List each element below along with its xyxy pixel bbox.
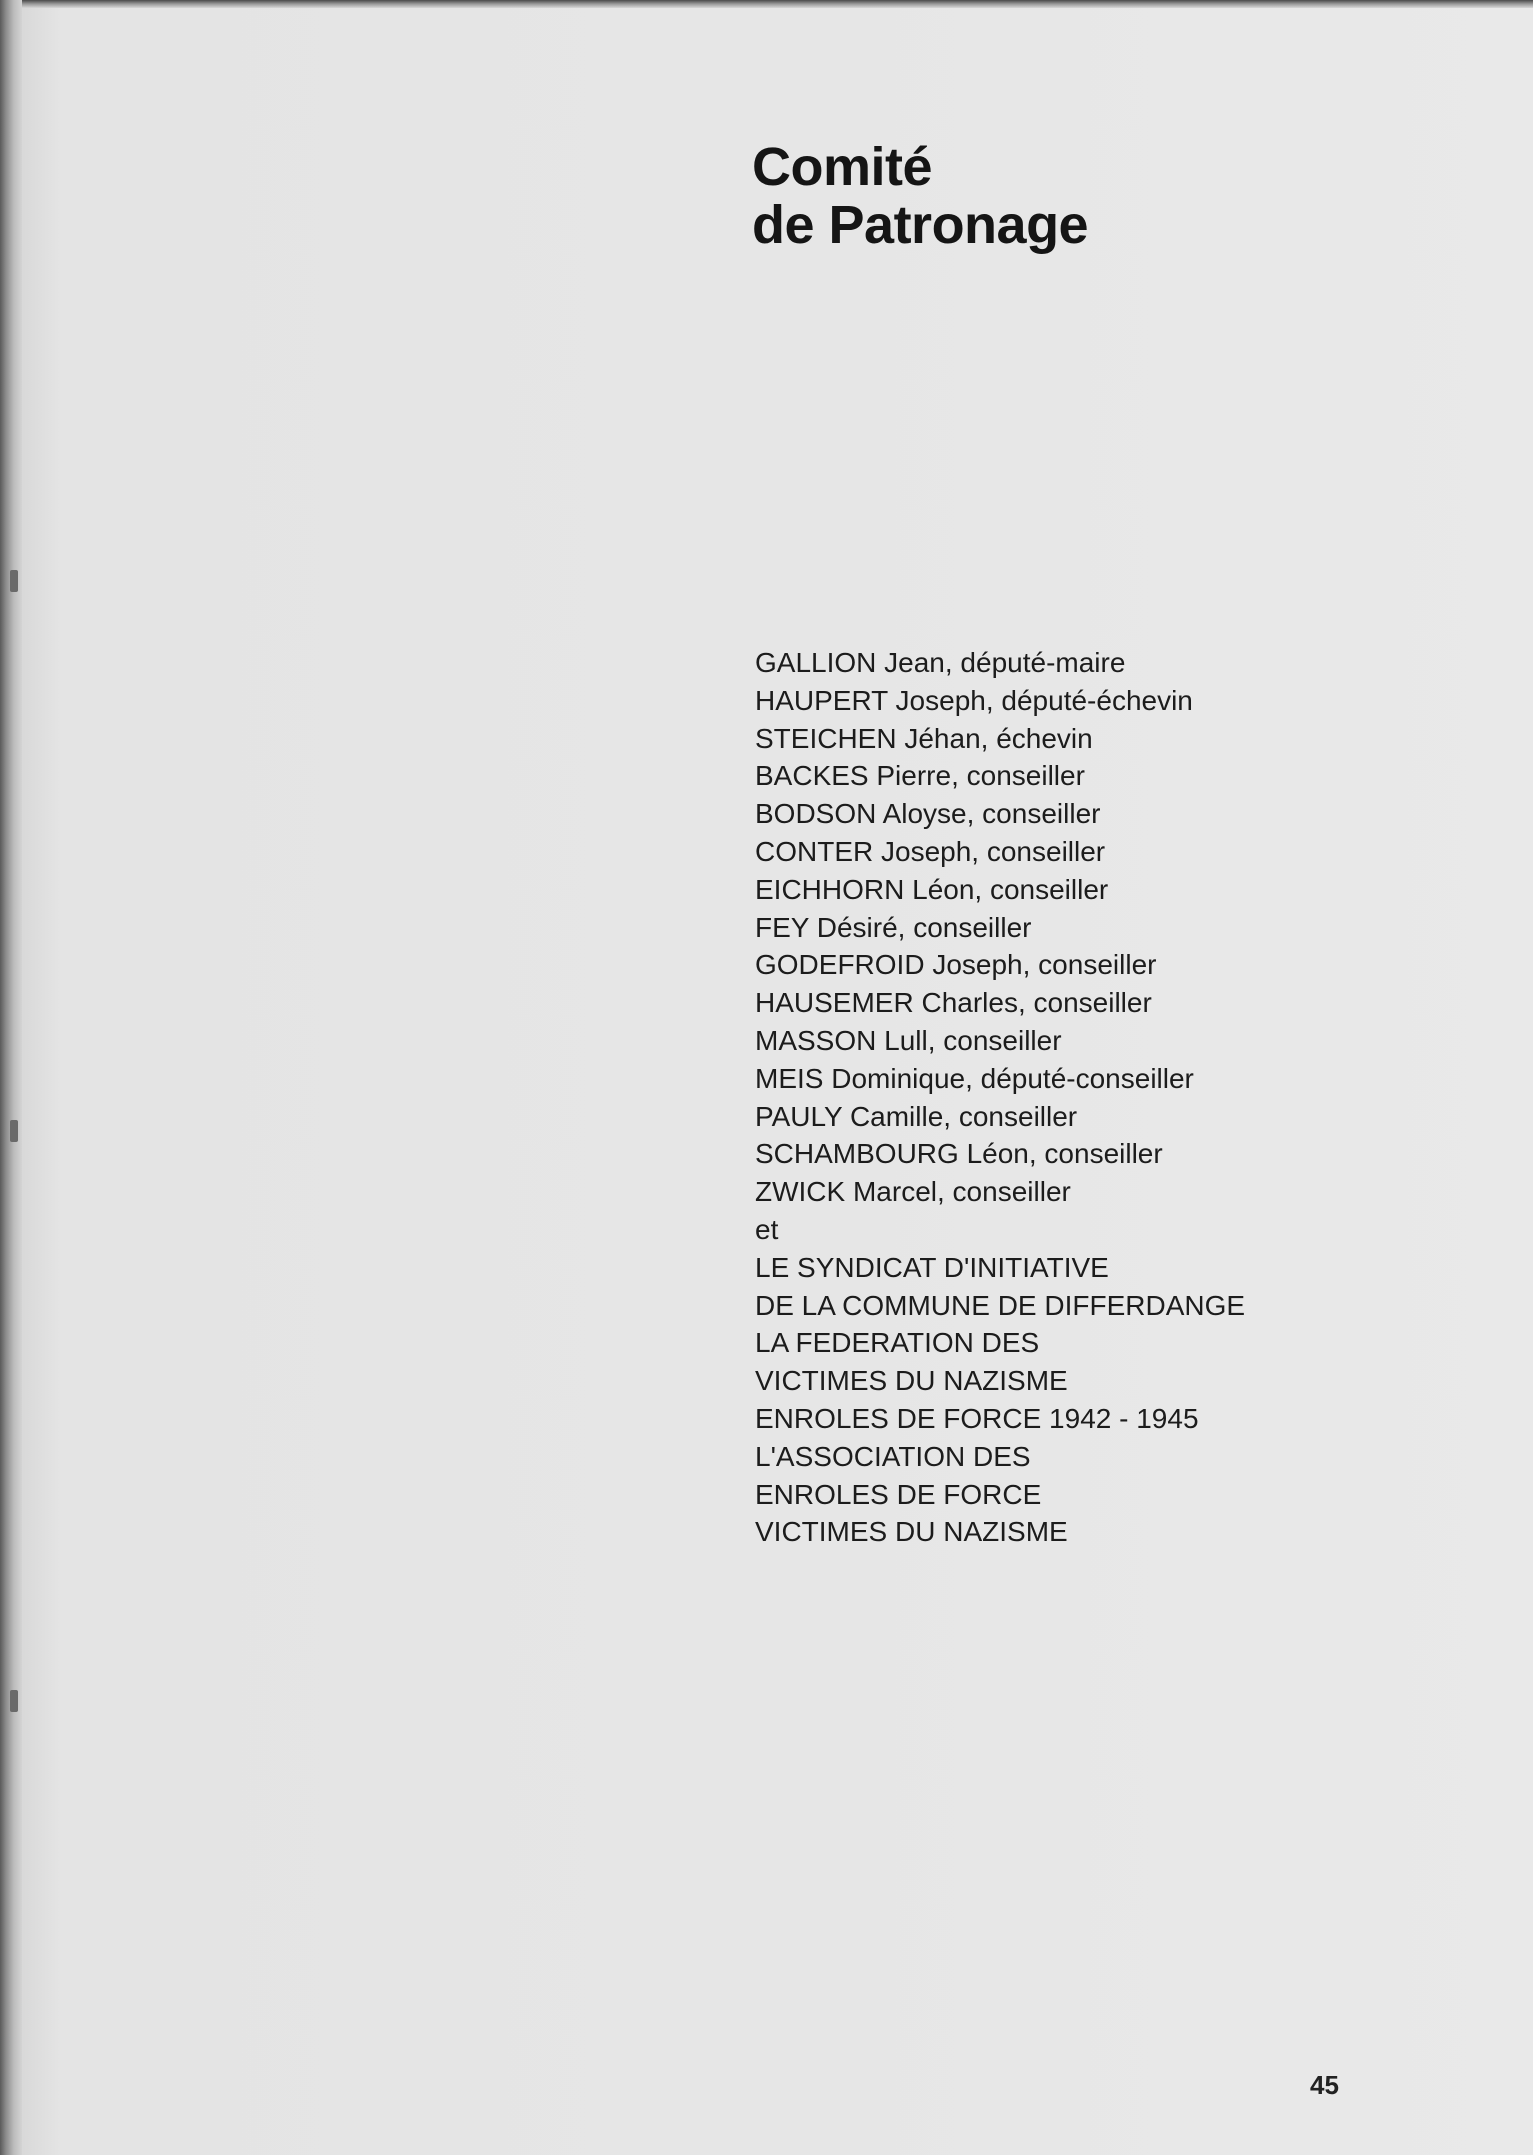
list-item: STEICHEN Jéhan, échevin — [755, 722, 1093, 754]
list-item: HAUPERT Joseph, député-échevin — [755, 684, 1193, 716]
list-item: MASSON Lull, conseiller — [755, 1024, 1062, 1056]
list-item: BACKES Pierre, conseiller — [755, 760, 1085, 792]
list-item: VICTIMES DU NAZISME — [755, 1365, 1068, 1397]
page-title-line-2: de Patronage — [752, 195, 1089, 255]
staple-mark — [10, 1690, 18, 1712]
list-item: VICTIMES DU NAZISME — [755, 1516, 1068, 1548]
list-item: MEIS Dominique, député-conseiller — [755, 1062, 1194, 1094]
list-item: ZWICK Marcel, conseiller — [755, 1176, 1071, 1208]
list-item: LE SYNDICAT D'INITIATIVE — [755, 1251, 1109, 1283]
list-item: PAULY Camille, conseiller — [755, 1100, 1078, 1132]
list-item: EICHHORN Léon, conseiller — [755, 873, 1109, 905]
list-item: FEY Désiré, conseiller — [755, 911, 1032, 943]
list-item: L'ASSOCIATION DES — [755, 1440, 1031, 1472]
list-item: GODEFROID Joseph, conseiller — [755, 949, 1157, 981]
member-list — [755, 644, 1245, 1551]
list-item: et — [755, 1213, 779, 1245]
list-item: ENROLES DE FORCE — [755, 1478, 1042, 1510]
page-title-line-1: Comité — [752, 137, 933, 197]
list-item: HAUSEMER Charles, conseiller — [755, 987, 1152, 1019]
list-item: LA FEDERATION DES — [755, 1327, 1040, 1359]
page-top-edge — [0, 0, 1533, 8]
list-item: SCHAMBOURG Léon, conseiller — [755, 1138, 1163, 1170]
list-item: GALLION Jean, député-maire — [755, 647, 1126, 678]
list-item: ENROLES DE FORCE 1942 - 1945 — [755, 1402, 1199, 1434]
page-number: 45 — [1310, 2070, 1339, 2100]
list-item: CONTER Joseph, conseiller — [755, 835, 1106, 867]
staple-mark — [10, 1120, 18, 1142]
page-title — [752, 138, 1088, 254]
list-item: DE LA COMMUNE DE DIFFERDANGE — [755, 1289, 1246, 1321]
list-item: BODSON Aloyse, conseiller — [755, 798, 1101, 830]
staple-mark — [10, 570, 18, 592]
binding-edge — [0, 0, 22, 2155]
